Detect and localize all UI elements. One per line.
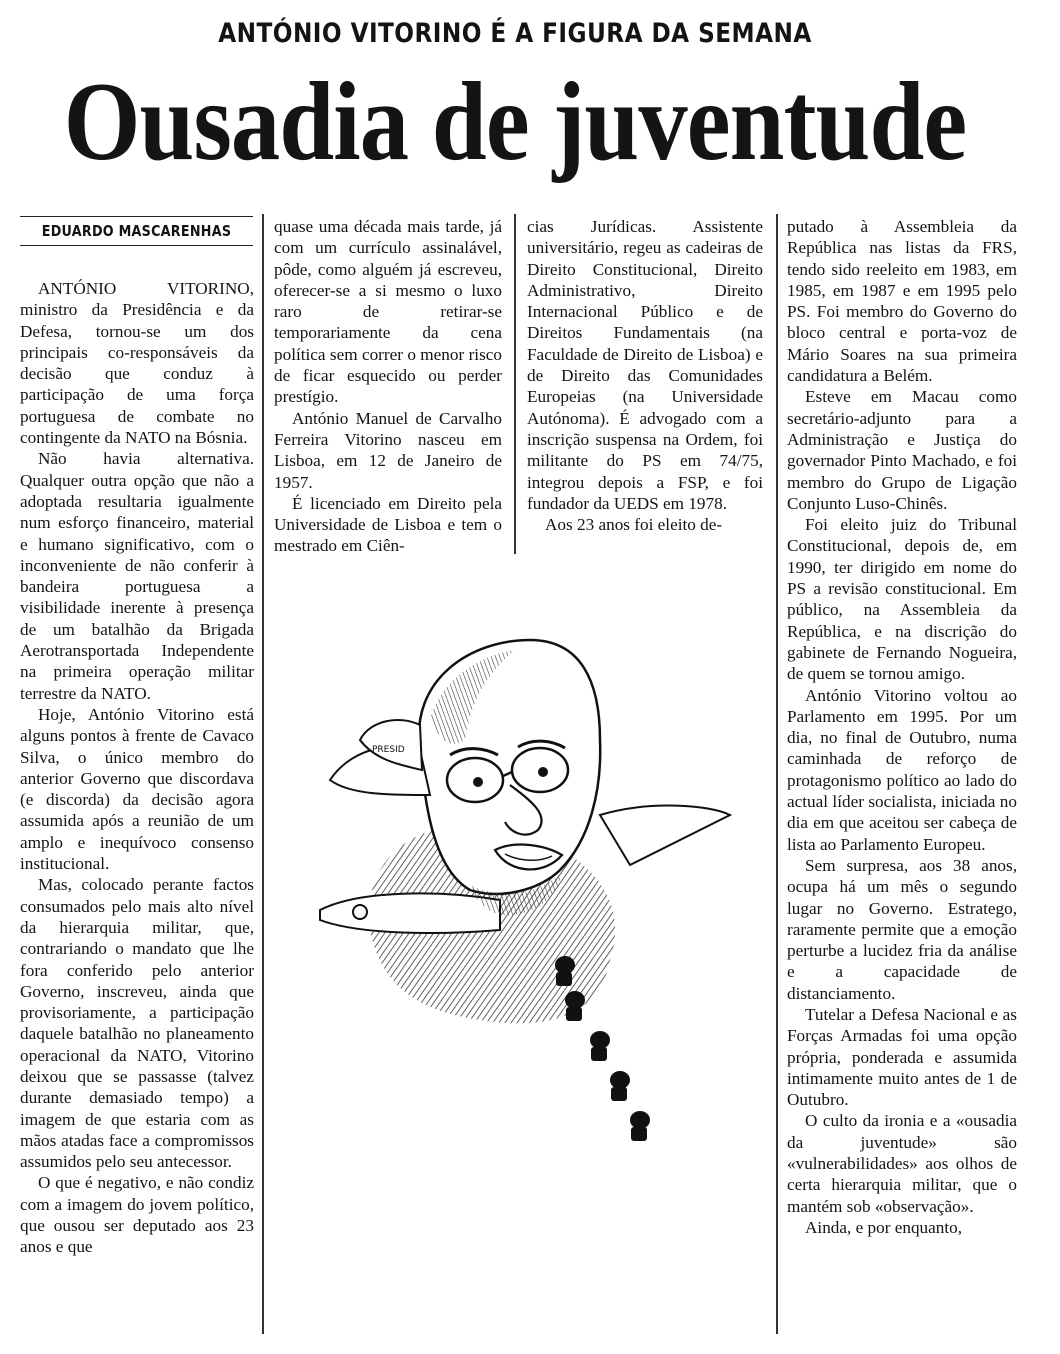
paragraph: Sem surpresa, aos 38 anos, ocupa há um mês o segundo lugar no Governo. Estratego, raramente permite que a emoção perturbe a lucidez fria da análise e a capacidade de distanciamento.	[787, 855, 1017, 1003]
cap-insignia: PRESID	[372, 745, 405, 755]
column-rule	[262, 214, 264, 1334]
paragraph: Tutelar a Defesa Nacional e as Forças Armadas foi uma opção própria, ponderada e assumida intimamente muito antes de 1 de Outubro.	[787, 1004, 1017, 1110]
paragraph: Hoje, António Vitorino está alguns pontos à frente de Cavaco Silva, o único membro do anterior Governo que discordava (e discorda) da decisão agora assumida após a reunião de um amplo e inequívoco consenso institucional.	[20, 704, 254, 874]
paragraph: O culto da ironia e a «ousadia da juventude» são «vulnerabilidades» aos olhos de certa hierarquia militar, que o mantém sob «observação».	[787, 1111, 1017, 1216]
article-column-3	[527, 216, 763, 535]
article-column-2	[274, 216, 502, 557]
byline-box	[20, 216, 253, 246]
airplane-fuselage	[320, 893, 500, 933]
paragraph: É licenciado em Direito pela Universidade de Lisboa e tem o mestrado em Ciên-	[274, 493, 502, 556]
marching-soldiers	[555, 956, 650, 1141]
paragraph: António Manuel de Carvalho Ferreira Vitorino nasceu em Lisboa, em 12 de Janeiro de 1957.	[274, 408, 502, 492]
paragraph: Aos 23 anos foi eleito de-	[545, 515, 723, 535]
kicker: ANTÓNIO VITORINO É A FIGURA DA SEMANA	[218, 18, 812, 49]
headline: Ousadia de juventude	[63, 60, 967, 184]
article-column-1	[20, 278, 254, 1258]
paragraph: O que é negativo, e não condiz com a imagem do jovem político, que ousou ser deputado aos 23 anos e que	[20, 1173, 254, 1257]
paragraph: Foi eleito juiz do Tribunal Constitucional, depois de, em 1990, ter dirigido em nome do PS a revisão constitucional. Em público, na Assembleia da República, e na discrição do gabinete de Fernando Nogueira, de quem se tornou amigo.	[787, 515, 1017, 684]
byline: EDUARDO MASCARENHAS	[41, 222, 232, 240]
paragraph: putado à Assembleia da República nas listas da FRS, tendo sido reeleito em 1983, em 1985, em 1987 e em 1995 pelo PS. Foi membro do Governo do bloco central e porta-voz de Mário Soares na sua primeira candidatura a Belém.	[787, 217, 1017, 386]
paragraph: quase uma década mais tarde, já com um currículo assinalável, pôde, como alguém já escreveu, oferecer-se a si mesmo o luxo raro de retirar-se temporariamente da cena política sem correr o menor risco de ficar esquecido ou perder prestígio.	[274, 217, 502, 407]
article-column-4	[787, 216, 1017, 1238]
paragraph: António Vitorino voltou ao Parlamento em 1995. Por um dia, no final de Outubro, numa caminhada de reforço de protagonismo político ao lado do actual líder socialista, iniciada no dia em que aceitou ser cabeça de lista ao Parlamento Europeu.	[787, 685, 1017, 854]
paragraph: ANTÓNIO VITORINO, ministro da Presidência e da Defesa, tornou-se um dos principais co-responsáveis da decisão que conduz à participação de uma força portuguesa de combate no contingente da NATO na Bósnia.	[20, 279, 254, 448]
paragraph: Esteve em Macau como secretário-adjunto para a Administração e Justiça do governador Pinto Machado, e foi membro do Grupo de Ligação Conjunto Luso-Chinês.	[787, 387, 1017, 513]
paragraph: Ainda, e por enquanto,	[805, 1217, 963, 1237]
paragraph: Mas, colocado perante factos consumados pelo mais alto nível da hierarquia militar, que, contrariando o mandato que lhe fora conferido pelo anterior Governo, inscreveu, ainda que provisoriamente, a participação daquele batalhão no planeamento operacional da NATO, Vitorino deixou que se passasse (talvez durante demasiado tempo) a imagem de que estaria com as mãos atadas face a compromissos assumidos pelo seu antecessor.	[20, 875, 254, 1172]
caricature-illustration	[300, 600, 770, 1160]
column-rule	[514, 214, 516, 554]
paragraph: cias Jurídicas. Assistente universitário, regeu as cadeiras de Direito Constitucional, Direito Administrativo, Direito Internacional Público e de Direitos Fundamentais (na Faculdade de Direito de Lisboa) e de Direito das Comunidades Europeias (na Universidade Autónoma). É advogado com a inscrição suspensa na Ordem, foi militante do PS em 74/75, integrou depois a FSP, e foi fundador da UEDS em 1978.	[527, 217, 763, 513]
column-rule	[776, 214, 778, 1334]
airplane-wing	[600, 806, 730, 865]
paragraph: Não havia alternativa. Qualquer outra opção que não a adoptada resultaria igualmente num esforço financeiro, material e humano significativo, com o inconveniente de não conferir à bandeira portuguesa a visibilidade inerente à presença de um batalhão da Brigada Aerotransportada Independente na primeira operação militar terrestre da NATO.	[20, 449, 254, 703]
